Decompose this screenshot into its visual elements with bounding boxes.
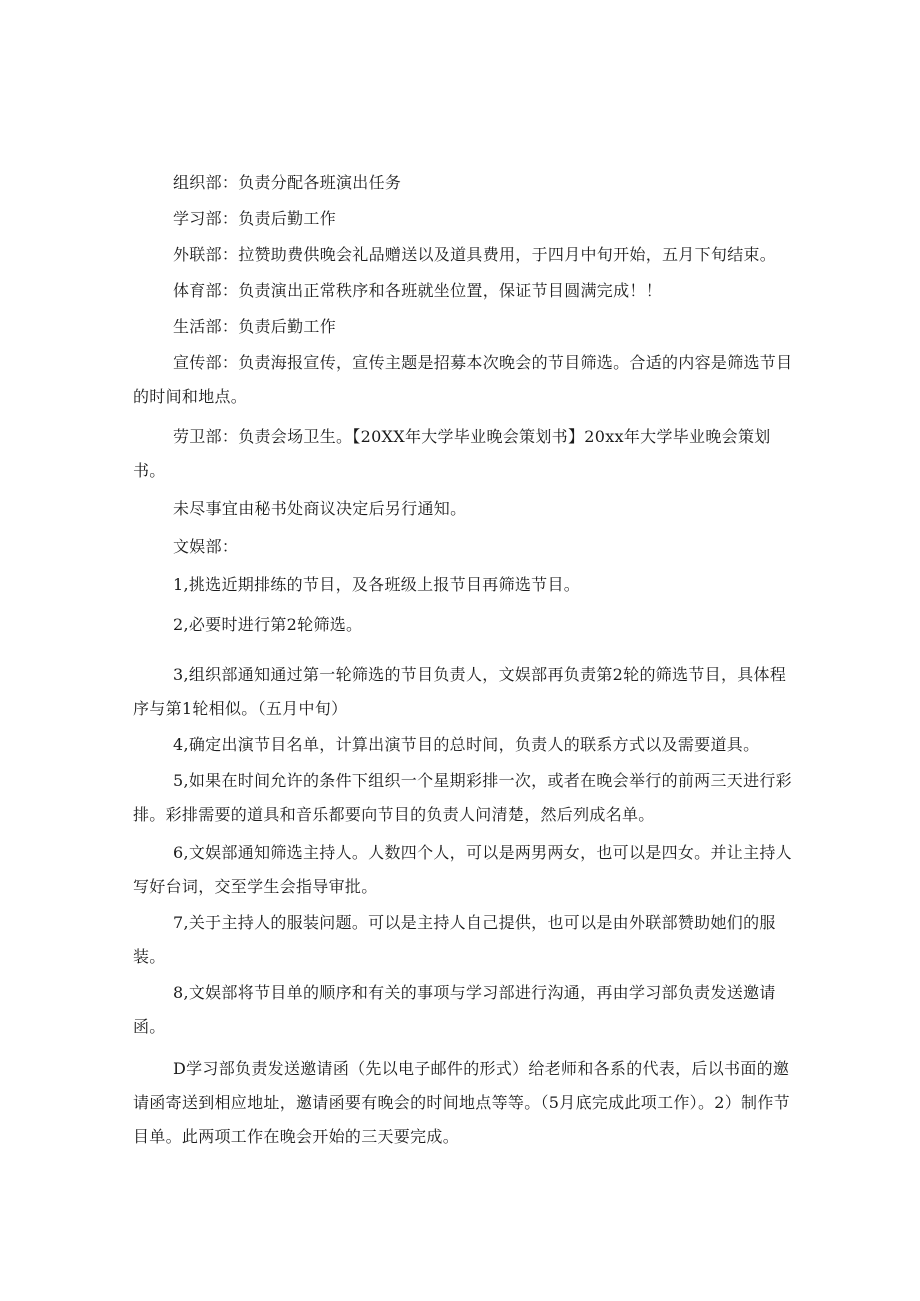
paragraph-sports-dept: 体育部：负责演出正常秩序和各班就坐位置，保证节目圆满完成！！ [173, 281, 663, 300]
paragraph-entertainment-dept: 文娱部： [173, 537, 239, 556]
list-item-8: 8,文娱部将节目单的顺序和有关的事项与学习部进行沟通，再由学习部负责发送邀请函。 [133, 983, 776, 1036]
paragraph-publicity-dept: 宣传部：负责海报宣传，宣传主题是招募本次晚会的节目筛选。合适的内容是筛选节目的时间和地点。 [133, 353, 793, 406]
list-item-2: 2,必要时进行第2轮筛选。 [173, 615, 363, 634]
paragraph-life-dept: 生活部：负责后勤工作 [173, 317, 337, 336]
list-item-4: 4,确定出演节目名单，计算出演节目的总时间，负责人的联系方式以及需要道具。 [173, 735, 760, 754]
list-item-6: 6,文娱部通知筛选主持人。人数四个人，可以是两男两女，也可以是四女。并让主持人写好台词，交至学生会指导审批。 [133, 843, 792, 896]
paragraph-invitation-tasks: D学习部负责发送邀请函（先以电子邮件的形式）给老师和各系的代表，后以书面的邀请函寄送到相应地址，邀请函要有晚会的时间地点等等。（5月底完成此项工作）。2）制作节目单。此两项工作在晚会开始的三天要完成。 [133, 1059, 790, 1146]
list-item-1: 1,挑选近期排练的节目，及各班级上报节目再筛选节目。 [173, 575, 581, 594]
list-item-3: 3,组织部通知通过第一轮筛选的节目负责人，文娱部再负责第2轮的筛选节目，具体程序与第1轮相似。（五月中旬） [133, 665, 787, 718]
paragraph-external-relations-dept: 外联部：拉赞助费供晚会礼品赠送以及道具费用，于四月中旬开始，五月下旬结束。 [173, 245, 777, 264]
paragraph-unfinished-matters: 未尽事宜由秘书处商议决定后另行通知。 [173, 499, 467, 518]
list-item-5: 5,如果在时间允许的条件下组织一个星期彩排一次，或者在晚会举行的前两三天进行彩排。彩排需要的道具和音乐都要向节目的负责人问清楚，然后列成名单。 [133, 771, 792, 824]
paragraph-labor-dept: 劳卫部：负责会场卫生。【20XX年大学毕业晚会策划书】20xx年大学毕业晚会策划书。 [133, 427, 771, 480]
paragraph-study-dept: 学习部：负责后勤工作 [173, 209, 337, 228]
list-item-7: 7,关于主持人的服装问题。可以是主持人自己提供，也可以是由外联部赞助她们的服装。 [133, 913, 776, 966]
paragraph-organization-dept: 组织部：负责分配各班演出任务 [173, 173, 402, 192]
